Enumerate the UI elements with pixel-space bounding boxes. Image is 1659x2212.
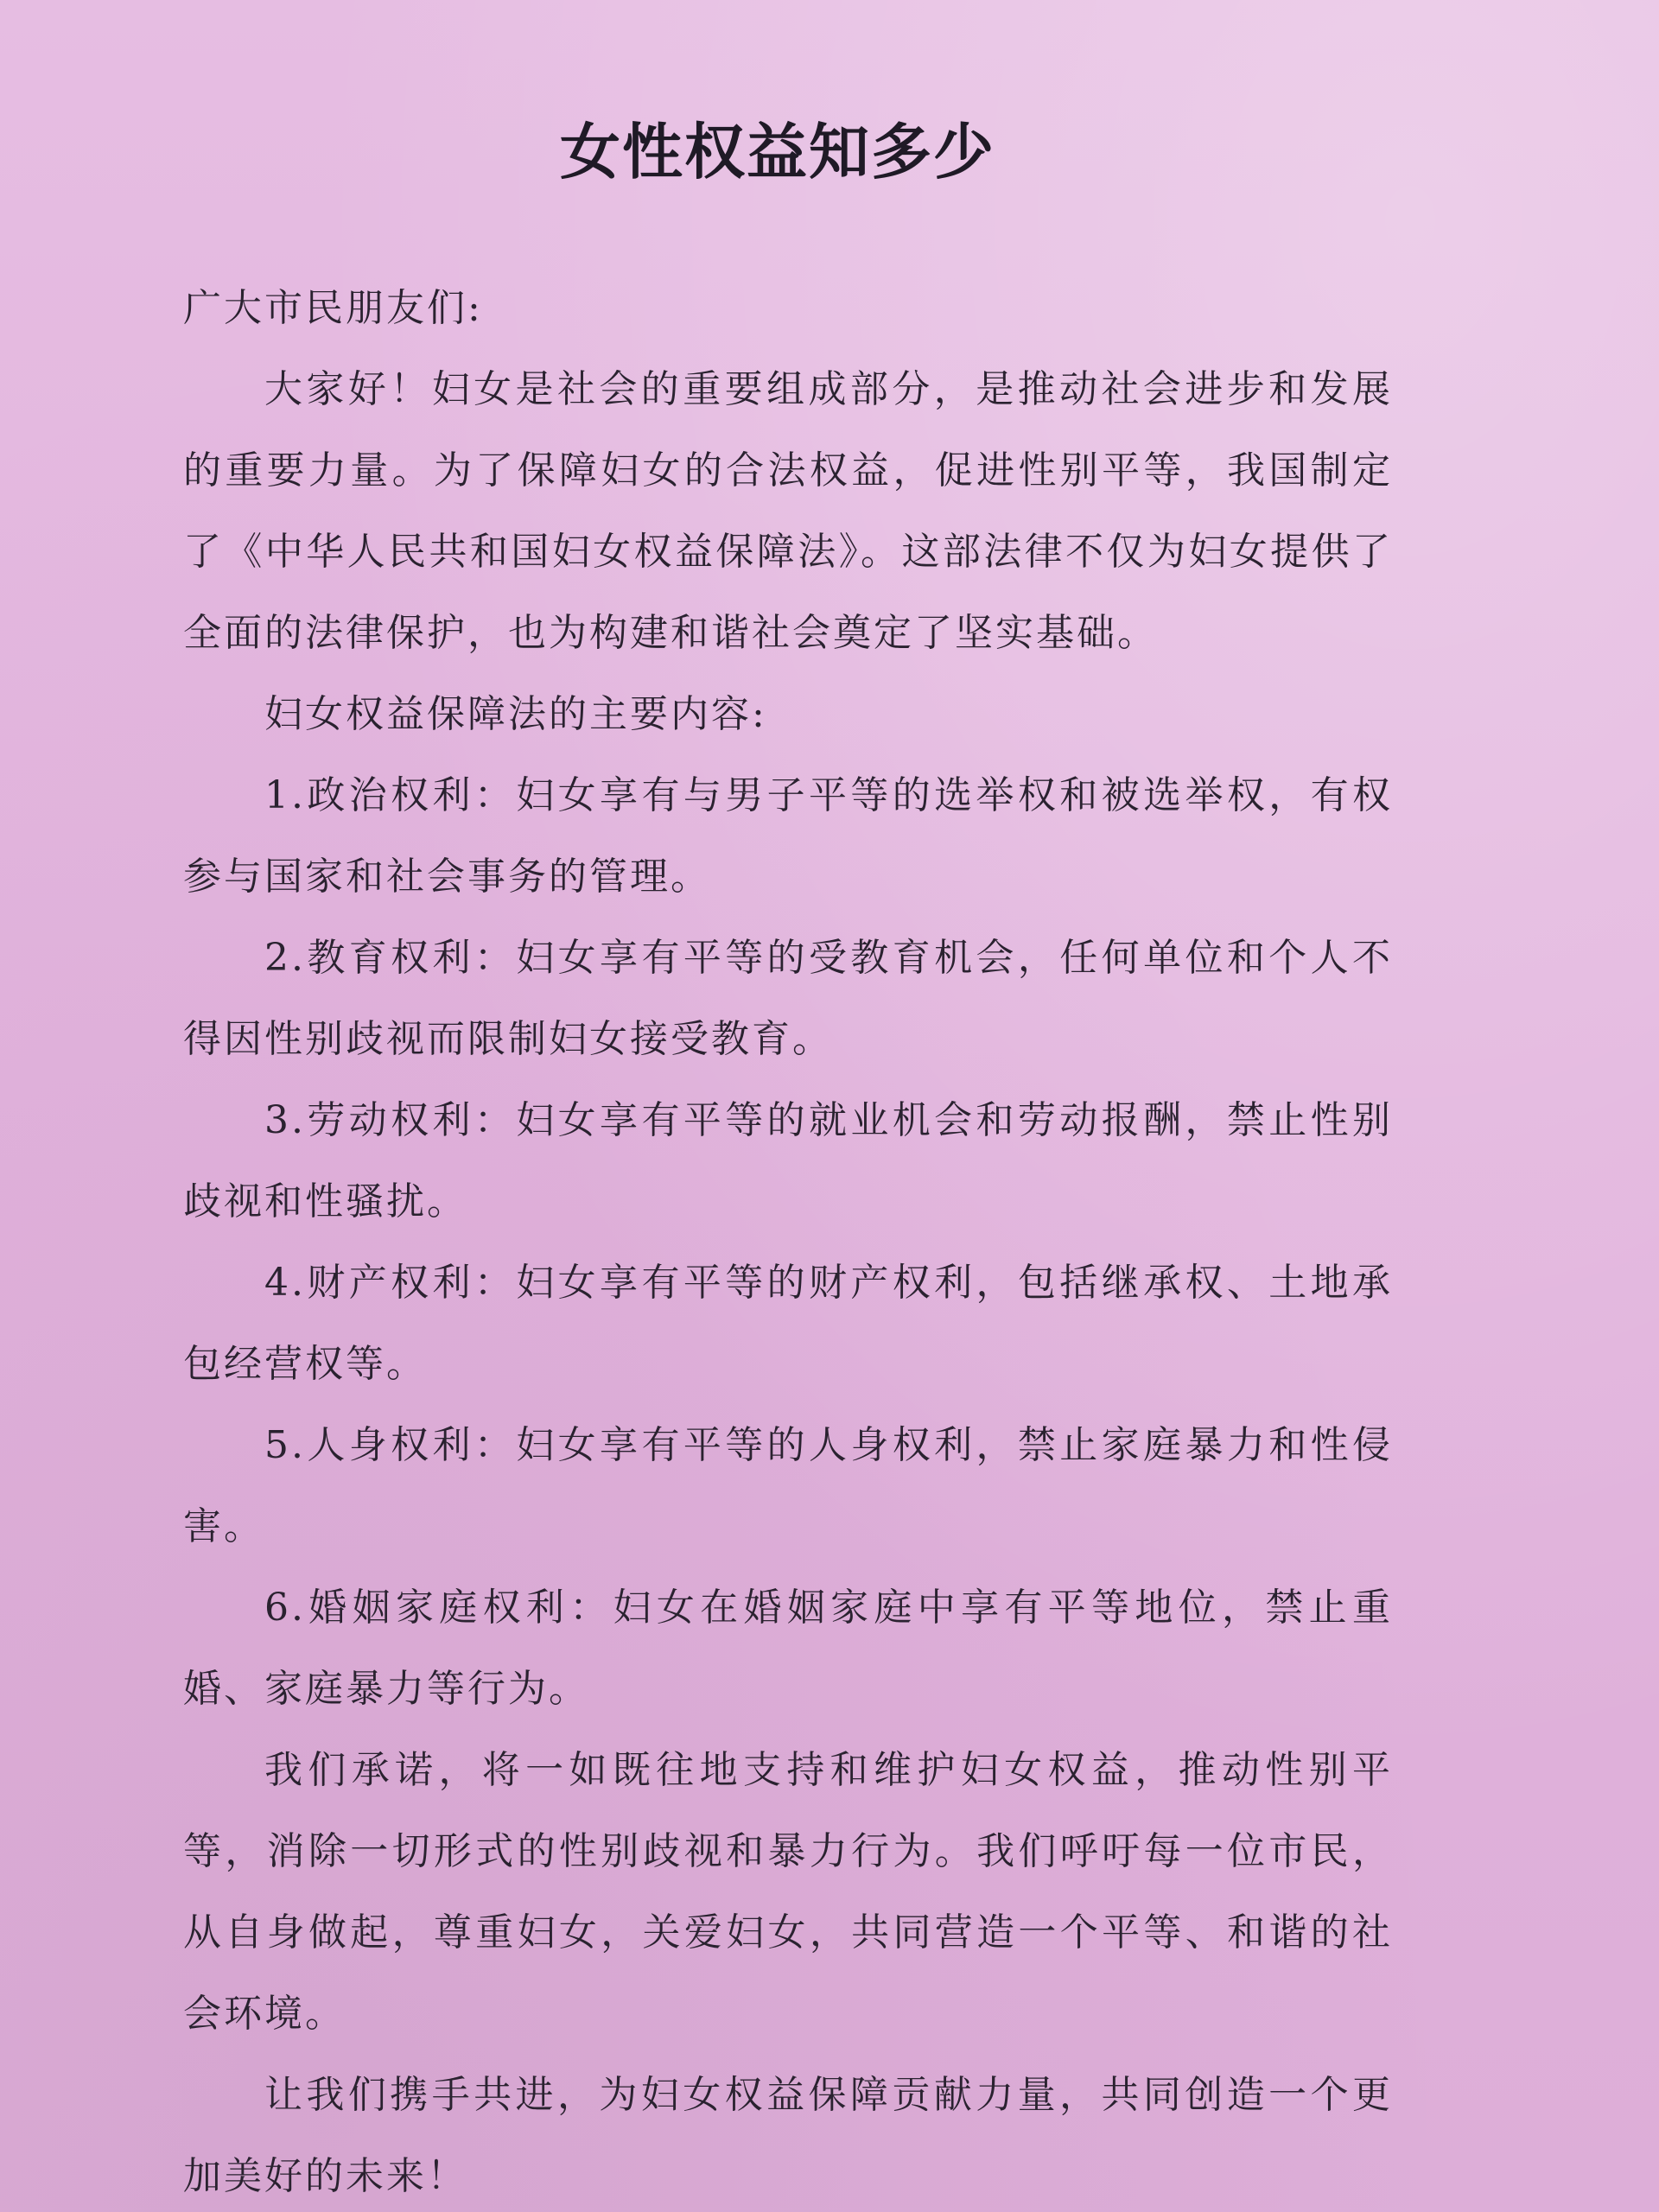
closing-paragraph: 让我们携手共进，为妇女权益保障贡献力量，共同创造一个更加美好的未来！	[183, 2073, 1393, 2198]
salutation: 广大市民朋友们:	[183, 286, 483, 330]
intro-paragraph: 大家好！妇女是社会的重要组成部分，是推动社会进步和发展的重要力量。为了保障妇女的合法权益，促进性别平等，我国制定了《中华人民共和国妇女权益保障法》。这部法律不仅为妇女提供了全面的法律保护，也为构建和谐社会奠定了坚实基础。	[183, 367, 1393, 655]
right-item-labor: 3.劳动权利：妇女享有平等的就业机会和劳动报酬，禁止性别歧视和性骚扰。	[183, 1098, 1393, 1224]
right-item-personal: 5.人身权利：妇女享有平等的人身权利，禁止家庭暴力和性侵害。	[183, 1423, 1393, 1548]
commitment-paragraph: 我们承诺，将一如既往地支持和维护妇女权益，推动性别平等，消除一切形式的性别歧视和暴力行为。我们呼吁每一位市民，从自身做起，尊重妇女，关爱妇女，共同营造一个平等、和谐的社会环境。	[183, 1748, 1393, 2036]
right-item-property: 4.财产权利：妇女享有平等的财产权利，包括继承权、土地承包经营权等。	[183, 1261, 1393, 1386]
right-item-political: 1.政治权利：妇女享有与男子平等的选举权和被选举权，有权参与国家和社会事务的管理。	[183, 773, 1393, 899]
document-title: 女性权益知多少	[560, 117, 995, 188]
document-body	[183, 268, 1393, 2212]
right-item-education: 2.教育权利：妇女享有平等的受教育机会，任何单位和个人不得因性别歧视而限制妇女接受教育。	[183, 936, 1393, 1061]
right-item-marriage-family: 6.婚姻家庭权利：妇女在婚姻家庭中享有平等地位，禁止重婚、家庭暴力等行为。	[183, 1586, 1393, 1711]
section-heading: 妇女权益保障法的主要内容:	[264, 692, 767, 736]
